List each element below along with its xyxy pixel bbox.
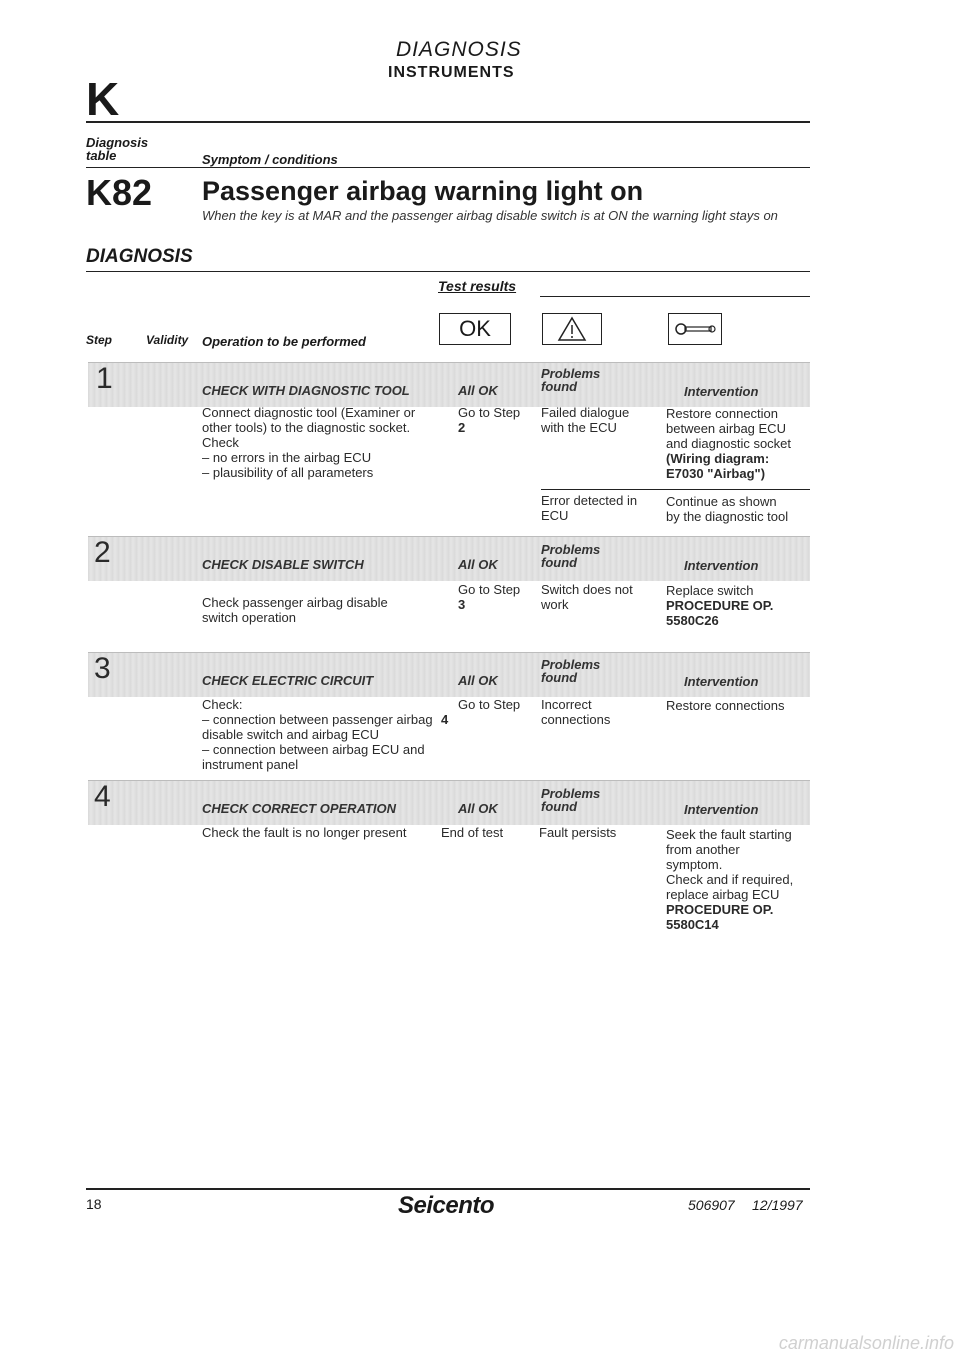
symptom-title: Passenger airbag warning light on bbox=[202, 176, 644, 206]
ok-icon bbox=[439, 313, 511, 345]
intervention-text: Replace switch bbox=[666, 583, 754, 598]
warning-icon bbox=[542, 313, 602, 345]
col-validity: Validity bbox=[146, 333, 189, 347]
ok-action: Go to Step bbox=[458, 405, 521, 420]
step-number: 4 bbox=[94, 780, 111, 813]
all-ok-label: All OK bbox=[458, 673, 498, 688]
step-number: 2 bbox=[94, 536, 111, 569]
doc-number: 506907 bbox=[688, 1197, 735, 1213]
intervention-label: Intervention bbox=[684, 802, 759, 817]
section-letter: K bbox=[86, 73, 120, 125]
ok-action: Go to Step bbox=[458, 582, 521, 597]
symptom-conditions-label: Symptom / conditions bbox=[202, 152, 338, 167]
operation-text: Check passenger airbag disable switch operation bbox=[202, 595, 388, 625]
ok-step: 4 bbox=[441, 712, 449, 727]
intervention-reference: PROCEDURE OP. 5580C14 bbox=[666, 902, 774, 932]
intervention-text: Continue as shown by the diagnostic tool bbox=[666, 494, 789, 524]
col-step: Step bbox=[86, 333, 113, 347]
intervention-text: Restore connections bbox=[666, 698, 785, 713]
test-results-label: Test results bbox=[438, 278, 517, 294]
intervention-reference: (Wiring diagram: E7030 "Airbag") bbox=[666, 451, 770, 481]
intervention-label: Intervention bbox=[684, 558, 759, 573]
page-title: DIAGNOSIS bbox=[396, 38, 522, 61]
problem-text: Switch does not work bbox=[541, 582, 633, 612]
test-results-rule bbox=[540, 296, 810, 297]
problems-found-label: Problems found bbox=[541, 542, 601, 570]
watermark: carmanualsonline.info bbox=[778, 1333, 954, 1353]
operation-text: Check: – connection between passenger airbag disable switch and airbag ECU – connection between airbag ECU and instrument panel bbox=[202, 697, 433, 772]
problems-found-label: Problems found bbox=[541, 786, 601, 814]
operation-text: Connect diagnostic tool (Examiner or other tools) to the diagnostic socket. Check – no errors in the airbag ECU – plausibility of all parameters bbox=[202, 405, 416, 480]
col-operation: Operation to be performed bbox=[202, 334, 366, 349]
ok-icon-text: OK bbox=[459, 316, 491, 341]
intervention-text: Restore connection between airbag ECU and diagnostic socket bbox=[666, 406, 792, 451]
problems-found-label: Problems found bbox=[541, 657, 601, 685]
table-header-rule bbox=[86, 167, 810, 168]
all-ok-label: All OK bbox=[458, 557, 498, 572]
intervention-text: Seek the fault starting from another symptom. Check and if required, replace airbag ECU bbox=[666, 827, 794, 902]
header-rule bbox=[86, 121, 810, 123]
intervention-reference: PROCEDURE OP. 5580C26 bbox=[666, 598, 774, 628]
ok-step: 2 bbox=[458, 420, 466, 435]
brand-logo: Seicento bbox=[398, 1192, 495, 1219]
problem-text: Error detected in ECU bbox=[541, 493, 638, 523]
diagnosis-table-label: Diagnosis table bbox=[86, 135, 149, 163]
step-heading: CHECK WITH DIAGNOSTIC TOOL bbox=[202, 383, 410, 398]
step-heading: CHECK DISABLE SWITCH bbox=[202, 557, 364, 572]
symptom-code: K82 bbox=[86, 172, 153, 213]
problem-text: Failed dialogue with the ECU bbox=[541, 405, 630, 435]
intervention-label: Intervention bbox=[684, 674, 759, 689]
ok-action: End of test bbox=[441, 825, 504, 840]
wrench-icon bbox=[668, 313, 722, 345]
step-heading: CHECK CORRECT OPERATION bbox=[202, 801, 397, 816]
symptom-condition: When the key is at MAR and the passenger airbag disable switch is at ON the warning light stays on bbox=[202, 208, 778, 223]
page-number: 18 bbox=[86, 1196, 102, 1212]
ok-action: Go to Step bbox=[458, 697, 521, 712]
all-ok-label: All OK bbox=[458, 383, 498, 398]
problems-found-label: Problems found bbox=[541, 366, 601, 394]
doc-date: 12/1997 bbox=[752, 1197, 803, 1213]
section-title: DIAGNOSIS bbox=[86, 246, 193, 267]
section-rule bbox=[86, 271, 810, 272]
row-separator bbox=[541, 489, 810, 490]
problem-text: Fault persists bbox=[539, 825, 617, 840]
step-heading: CHECK ELECTRIC CIRCUIT bbox=[202, 673, 374, 688]
intervention-label: Intervention bbox=[684, 384, 759, 399]
problem-text: Incorrect connections bbox=[541, 697, 611, 727]
all-ok-label: All OK bbox=[458, 801, 498, 816]
step-number: 3 bbox=[94, 652, 111, 685]
ok-step: 3 bbox=[458, 597, 466, 612]
step-number: 1 bbox=[96, 362, 113, 395]
operation-text: Check the fault is no longer present bbox=[202, 825, 407, 840]
page-subtitle: INSTRUMENTS bbox=[388, 64, 515, 81]
footer-rule bbox=[86, 1188, 810, 1190]
